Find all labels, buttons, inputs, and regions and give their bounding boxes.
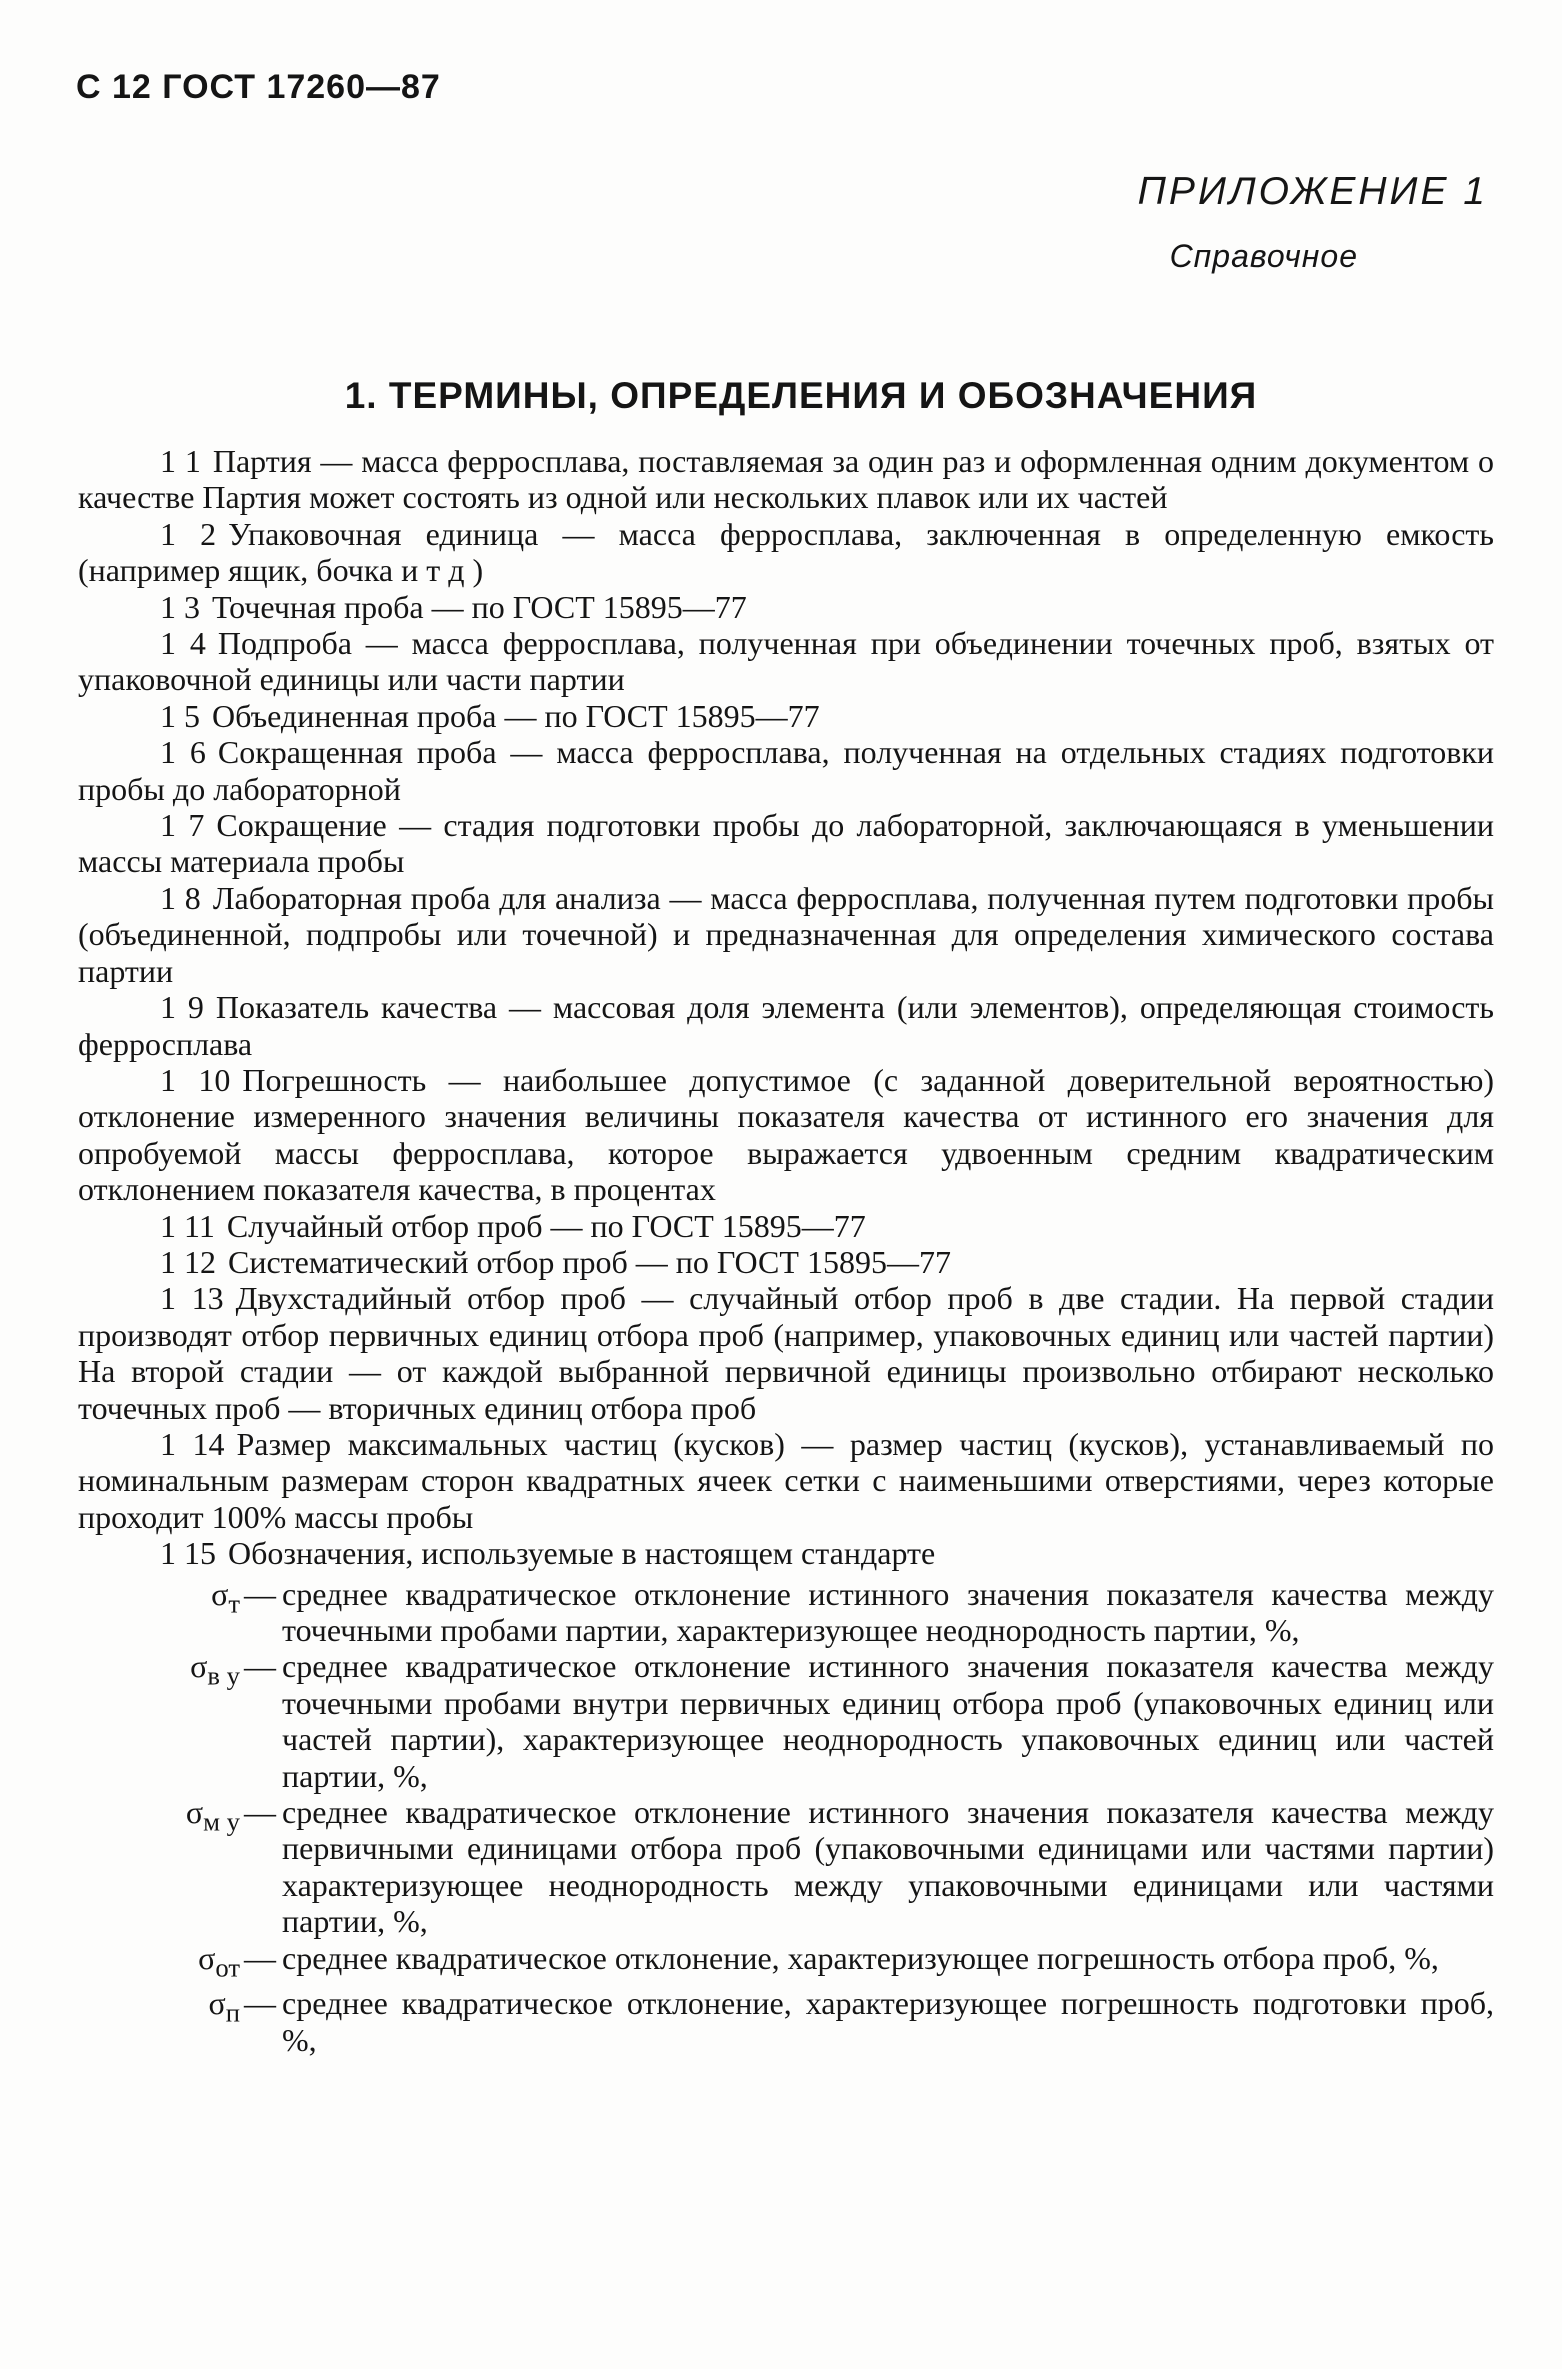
symbol-subscript: т xyxy=(228,1587,240,1618)
paragraph-number: 1 14 xyxy=(160,1425,225,1462)
paragraph-1-9 xyxy=(78,989,1494,1062)
dash-separator: — xyxy=(244,1794,276,1831)
paragraph-number: 1 3 xyxy=(160,588,200,625)
symbol-description: среднее квадратическое отклонение истинного значения показателя качества между точечными пробами внутри первичных единиц отбора проб (упаковочных единиц или частей партии), характеризующее неоднородность упаковочных единиц или частей партии, %, xyxy=(282,1648,1494,1794)
paragraph-number: 1 13 xyxy=(160,1280,224,1317)
paragraph-number: 1 4 xyxy=(160,625,206,662)
sigma-symbol: σ xyxy=(198,1939,216,1976)
dash-separator: — xyxy=(244,1985,276,2022)
symbol-description: среднее квадратическое отклонение истинного значения показателя качества между первичными единицами отбора проб (упаковочными единицами или частями партии) характеризующее неоднородность между упаковочными единицами или частями партии, %, xyxy=(282,1794,1494,1940)
paragraph-1-7 xyxy=(78,807,1494,880)
appendix-note: Справочное xyxy=(1169,238,1358,274)
section-title: 1. ТЕРМИНЫ, ОПРЕДЕЛЕНИЯ И ОБОЗНАЧЕНИЯ xyxy=(344,375,1258,416)
paragraph-text: Размер максимальных частиц (кусков) — размер частиц (кусков), устанавливаемый по номинальным размерам сторон квадратных ячеек сетки с наименьшими отверстиями, через которые проходит 100% массы пробы xyxy=(78,1425,1495,1535)
paragraph-text: Систематический отбор проб — по ГОСТ 15895—77 xyxy=(228,1243,951,1280)
paragraph-number: 1 11 xyxy=(160,1207,215,1244)
paragraph-1-13 xyxy=(78,1280,1494,1426)
symbol-subscript: п xyxy=(225,1997,240,2028)
symbol-description: среднее квадратическое отклонение, характеризующее погрешность подготовки проб, %, xyxy=(282,1985,1494,2058)
paragraph-text: Подпроба — масса ферросплава, полученная при объединении точечных проб, взятых от упаковочной единицы или части партии xyxy=(78,625,1495,698)
symbol-row-t xyxy=(78,1576,1494,1649)
sigma-symbol: σ xyxy=(190,1648,208,1685)
paragraph-1-14 xyxy=(78,1426,1494,1535)
paragraph-number: 1 6 xyxy=(160,734,206,771)
paragraph-number: 1 9 xyxy=(160,989,204,1026)
appendix-title: ПРИЛОЖЕНИЕ 1 xyxy=(1137,170,1488,213)
paragraph-1-6 xyxy=(78,734,1494,807)
paragraph-1-8 xyxy=(78,880,1494,989)
symbol-description: среднее квадратическое отклонение, характеризующее погрешность отбора проб, %, xyxy=(282,1939,1439,1976)
paragraph-number: 1 8 xyxy=(160,879,201,916)
symbol-label xyxy=(78,1940,244,1986)
paragraph-1-5 xyxy=(78,698,1494,734)
symbol-subscript: м у xyxy=(203,1806,240,1837)
paragraph-text: Лабораторная проба для анализа — масса ферросплава, полученная путем подготовки пробы (объединенной, подпробы или точечной) и предназначенная для определения химического состава партии xyxy=(78,879,1495,989)
symbol-row-p xyxy=(78,1985,1494,2058)
paragraph-text: Двухстадийный отбор проб — случайный отбор проб в две стадии. На первой стадии производят отбор первичных единиц отбора проб (например, упаковочных единиц или частей партии) На второй стадии — от каждой выбранной первичной единицы произвольно отбирают несколько точечных проб — вторичных единиц отбора проб xyxy=(78,1280,1495,1426)
symbol-label xyxy=(78,1794,244,1840)
paragraph-1-10 xyxy=(78,1062,1494,1208)
sigma-symbol: σ xyxy=(211,1575,229,1612)
paragraph-text: Объединенная проба — по ГОСТ 15895—77 xyxy=(212,697,820,734)
paragraph-text: Случайный отбор проб — по ГОСТ 15895—77 xyxy=(226,1207,866,1244)
paragraph-text: Обозначения, используемые в настоящем стандарте xyxy=(228,1535,936,1572)
paragraph-1-4 xyxy=(78,625,1494,698)
document-body xyxy=(78,443,1494,2058)
paragraph-number: 1 12 xyxy=(160,1243,216,1280)
dash-separator: — xyxy=(244,1575,276,1612)
paragraph-number: 1 7 xyxy=(160,807,205,844)
paragraph-1-12 xyxy=(78,1244,1494,1280)
dash-separator: — xyxy=(244,1939,276,1976)
symbol-row-ot xyxy=(78,1940,1494,1986)
paragraph-text: Сокращенная проба — масса ферросплава, полученная на отдельных стадиях подготовки пробы до лабораторной xyxy=(78,734,1495,807)
paragraph-1-11 xyxy=(78,1208,1494,1244)
paragraph-number: 1 1 xyxy=(160,443,201,479)
paragraph-1-15 xyxy=(78,1535,1494,1571)
paragraph-text: Погрешность — наибольшее допустимое (с заданной доверительной вероятностью) отклонение измеренного значения величины показателя качества от истинного его значения для опробуемой массы ферросплава, которое выражается удвоенным средним квадратическим отклонением показателя качества, в процентах xyxy=(78,1061,1495,1208)
paragraph-number: 1 2 xyxy=(160,515,217,552)
paragraph-text: Упаковочная единица — масса ферросплава, заключенная в определенную емкость (например ящик, бочка и т д ) xyxy=(78,515,1495,589)
sigma-symbol: σ xyxy=(208,1985,226,2022)
paragraph-text: Показатель качества — массовая доля элемента (или элементов), определяющая стоимость ферросплава xyxy=(78,989,1495,1062)
symbol-label xyxy=(78,1985,244,2031)
symbol-description: среднее квадратическое отклонение истинного значения показателя качества между точечными пробами партии, характеризующее неоднородность партии, %, xyxy=(282,1575,1494,1648)
symbol-subscript: в у xyxy=(207,1660,240,1691)
symbol-list xyxy=(78,1576,1494,2059)
sigma-symbol: σ xyxy=(185,1794,204,1831)
symbol-row-mu xyxy=(78,1794,1494,1940)
paragraph-1-3 xyxy=(78,589,1494,625)
paragraph-1-1 xyxy=(78,443,1494,516)
symbol-label xyxy=(78,1576,244,1622)
paragraph-text: Точечная проба — по ГОСТ 15895—77 xyxy=(212,588,747,625)
paragraph-number: 1 15 xyxy=(160,1535,216,1572)
paragraph-number: 1 5 xyxy=(160,697,200,734)
paragraph-1-2 xyxy=(78,516,1494,589)
symbol-subscript: от xyxy=(215,1952,240,1983)
dash-separator: — xyxy=(244,1648,276,1685)
symbol-row-vu xyxy=(78,1648,1494,1794)
page-header: С 12 ГОСТ 17260—87 xyxy=(76,68,441,106)
symbol-label xyxy=(78,1648,244,1694)
paragraph-text: Партия — масса ферросплава, поставляемая за один раз и оформленная одним документом о качестве Партия может состоять из одной или нескольких плавок или их частей xyxy=(78,443,1495,516)
paragraph-number: 1 10 xyxy=(160,1061,231,1098)
paragraph-text: Сокращение — стадия подготовки пробы до лабораторной, заключающаяся в уменьшении массы материала пробы xyxy=(78,807,1495,880)
